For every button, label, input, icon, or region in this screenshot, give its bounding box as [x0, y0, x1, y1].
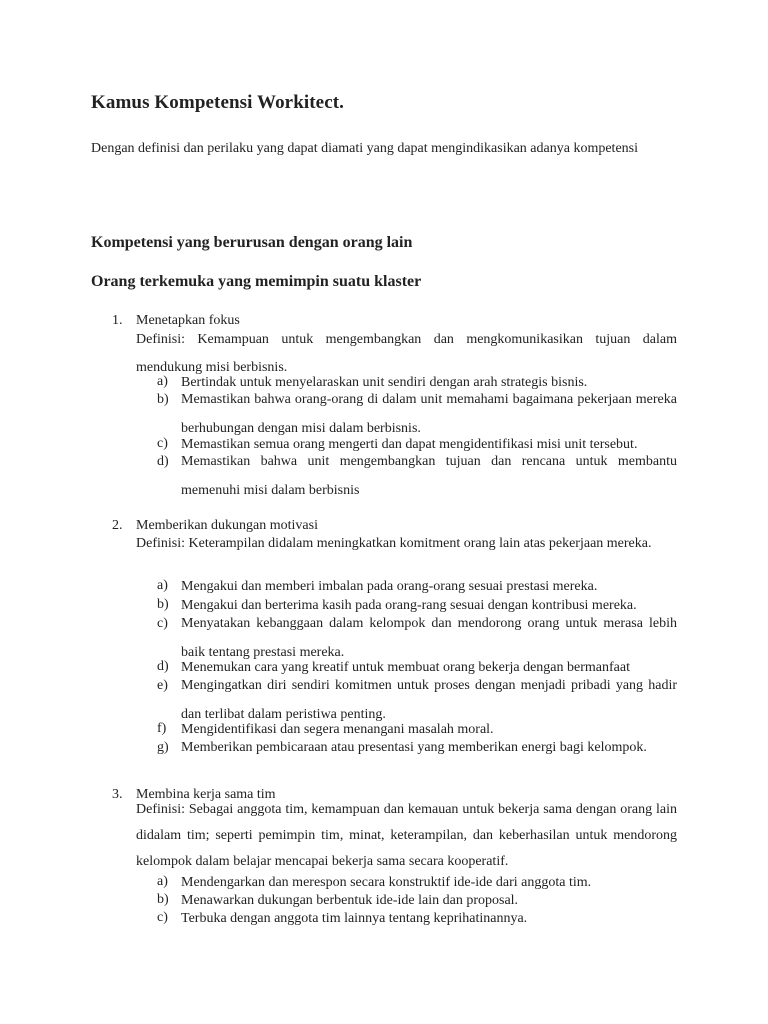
item-text: Mendengarkan dan merespon secara konstruktif ide-ide dari anggota tim.	[181, 875, 592, 890]
item-text: Memastikan bahwa orang-orang di dalam unit memahami bagaimana pekerjaan mereka berhubungan dengan misi dalam berbisnis.	[181, 392, 677, 436]
item-text: Mengakui dan memberi imbalan pada orang-orang sesuai prestasi mereka.	[181, 579, 598, 594]
item-letter: e)	[157, 678, 168, 693]
item-letter: c)	[157, 616, 168, 631]
section-number: 3.	[112, 787, 123, 802]
item-text: Menyatakan kebanggaan dalam kelompok dan mendorong orang untuk merasa lebih baik tentang prestasi mereka.	[181, 616, 677, 660]
item-letter: d)	[157, 659, 169, 674]
section-definition: Definisi: Sebagai anggota tim, kemampuan dan kemauan untuk bekerja sama dengan orang lain didalam tim; seperti pemimpin tim, minat, keterampilan, dan keberhasilan untuk mendorong kelompok dalam belajar mencapai bekerja sama secara kooperatif.	[136, 802, 677, 869]
section-definition: Definisi: Kemampuan untuk mengembangkan dan mengkomunikasikan tujuan dalam mendukung misi berbisnis.	[136, 332, 677, 375]
section-title: Menetapkan fokus	[136, 313, 240, 328]
item-letter: d)	[157, 454, 169, 469]
item-letter: a)	[157, 874, 168, 889]
item-text: Memastikan semua orang mengerti dan dapat mengidentifikasi misi unit tersebut.	[181, 437, 638, 452]
item-letter: a)	[157, 578, 168, 593]
item-letter: b)	[157, 892, 169, 907]
item-letter: c)	[157, 436, 168, 451]
item-text: Memastikan bahwa unit mengembangkan tujuan dan rencana untuk membantu memenuhi misi dalam berbisnis	[181, 454, 677, 498]
section-title: Memberikan dukungan motivasi	[136, 518, 318, 533]
section-number: 1.	[112, 313, 123, 328]
item-text: Menawarkan dukungan berbentuk ide-ide lain dan proposal.	[181, 893, 519, 908]
heading-competency-group: Kompetensi yang berurusan dengan orang lain	[91, 234, 413, 251]
section-definition: Definisi: Keterampilan didalam meningkatkan komitment orang lain atas pekerjaan mereka.	[136, 536, 652, 551]
item-letter: f)	[157, 721, 167, 736]
item-text: Memberikan pembicaraan atau presentasi yang memberikan energi bagi kelompok.	[181, 740, 647, 755]
intro-paragraph: Dengan definisi dan perilaku yang dapat diamati yang dapat mengindikasikan adanya kompetensi	[91, 141, 638, 156]
item-text: Menemukan cara yang kreatif untuk membuat orang bekerja dengan bermanfaat	[181, 660, 630, 675]
item-text: Mengakui dan berterima kasih pada orang-rang sesuai dengan kontribusi mereka.	[181, 598, 637, 613]
item-letter: b)	[157, 597, 169, 612]
item-letter: b)	[157, 392, 169, 407]
item-text: Bertindak untuk menyelaraskan unit sendiri dengan arah strategis bisnis.	[181, 375, 588, 390]
document-title: Kamus Kompetensi Workitect.	[91, 92, 345, 113]
item-text: Mengingatkan diri sendiri komitmen untuk proses dengan menjadi pribadi yang hadir dan terlibat dalam peristiwa penting.	[181, 678, 677, 722]
item-text: Mengidentifikasi dan segera menangani masalah moral.	[181, 722, 494, 737]
item-letter: c)	[157, 910, 168, 925]
item-letter: g)	[157, 740, 169, 755]
section-number: 2.	[112, 518, 123, 533]
item-text: Terbuka dengan anggota tim lainnya tentang keprihatinannya.	[181, 911, 528, 926]
section-title: Membina kerja sama tim	[136, 787, 276, 802]
heading-cluster: Orang terkemuka yang memimpin suatu klaster	[91, 273, 422, 290]
item-letter: a)	[157, 374, 168, 389]
